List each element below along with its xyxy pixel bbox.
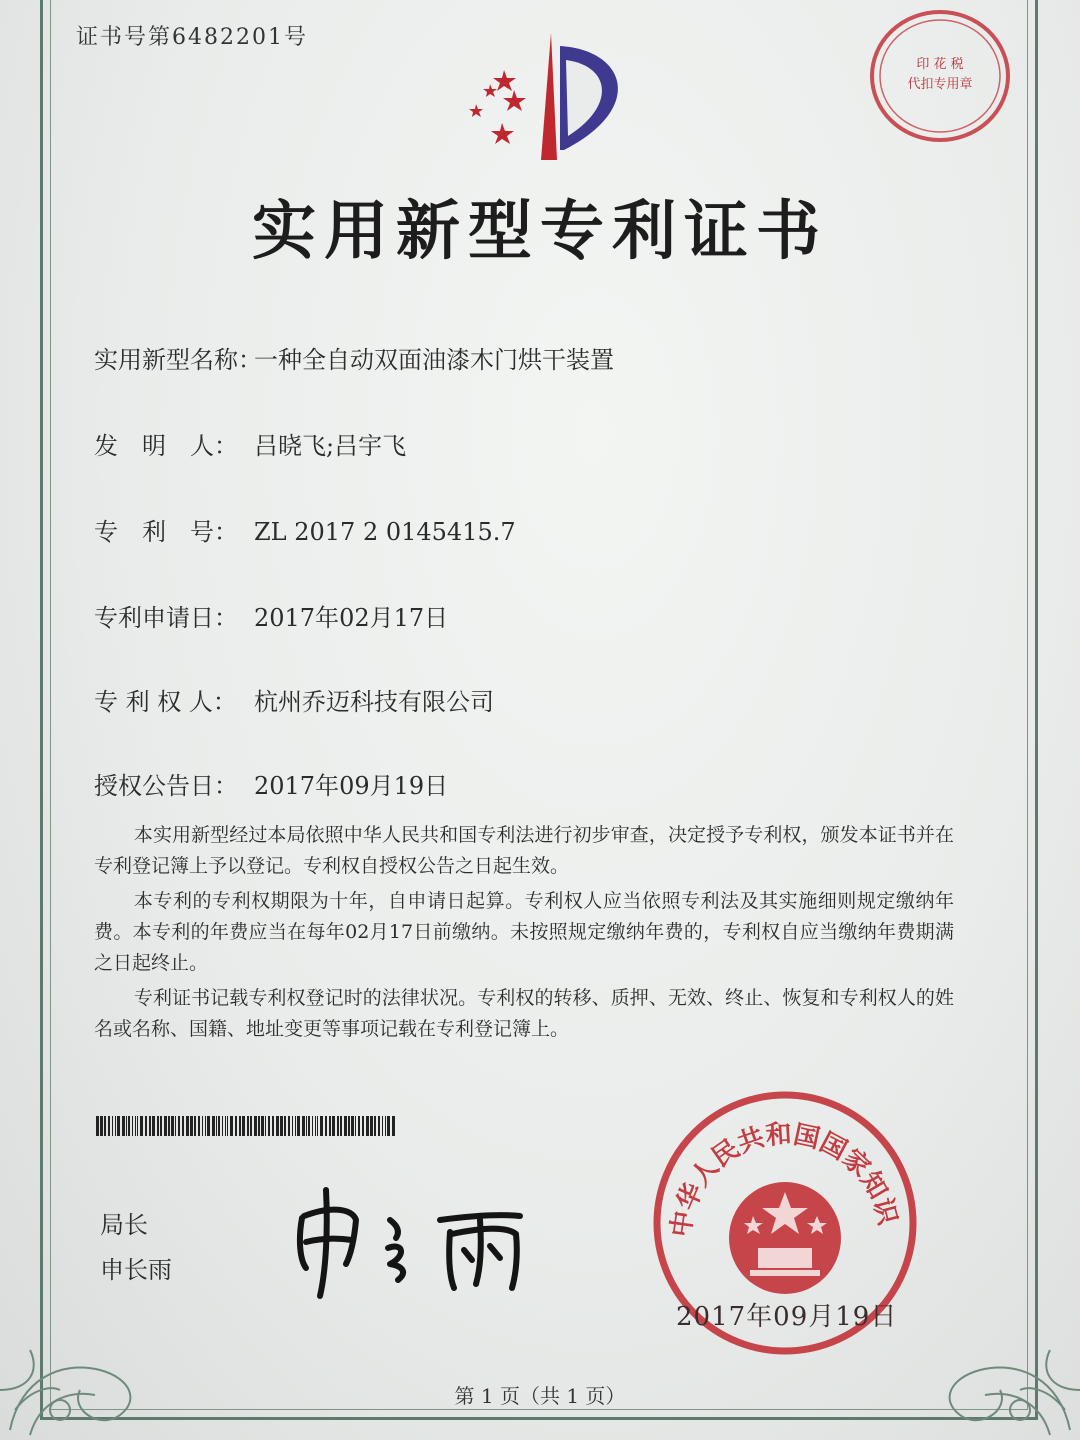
field-label: 发 明 人： (94, 432, 238, 460)
body-paragraph: 专利证书记载专利权登记时的法律状况。专利权的转移、质押、无效、终止、恢复和专利权人的姓名或名称、国籍、地址变更等事项记载在专利登记簿上。 (94, 987, 954, 1040)
field-grant-date (94, 766, 448, 801)
director-title: 局长 (100, 1211, 148, 1239)
certificate-body (94, 820, 954, 1049)
svg-text:代扣专用章: 代扣专用章 (907, 77, 973, 92)
corner-ornament-left (0, 1290, 160, 1440)
field-value: ZL 2017 2 0145415.7 (254, 518, 516, 546)
barcode (96, 1116, 396, 1136)
field-label: 专利申请日： (94, 604, 238, 632)
field-value: 2017年09月19日 (254, 772, 449, 800)
field-patent-number (94, 512, 516, 547)
seal-date: 2017年09月19日 (676, 1302, 898, 1332)
field-label: 授权公告日： (94, 772, 238, 800)
page-footer: 第 1 页（共 1 页） (454, 1384, 626, 1408)
field-value: 一种全自动双面油漆木门烘干装置 (254, 346, 614, 374)
field-value: 2017年02月17日 (254, 604, 449, 632)
field-label: 实用新型名称： (94, 346, 262, 374)
field-patentee (94, 682, 494, 717)
body-paragraph: 本实用新型经过本局依照中华人民共和国专利法进行初步审查，决定授予专利权，颁发本证书并在专利登记簿上予以登记。专利权自授权公告之日起生效。 (94, 824, 954, 877)
field-application-date (94, 598, 448, 633)
field-value: 杭州乔迈科技有限公司 (254, 688, 494, 716)
field-label: 专 利 号： (94, 518, 238, 546)
director-name: 申长雨 (100, 1256, 172, 1284)
field-utility-model-name (94, 340, 614, 375)
field-inventor (94, 426, 406, 461)
document-title: 实用新型专利证书 (252, 194, 828, 269)
certificate-number: 证书号第6482201号 (76, 25, 308, 50)
field-value: 吕晓飞;吕宇飞 (254, 432, 407, 460)
svg-text:印 花 税: 印 花 税 (916, 57, 964, 72)
body-paragraph: 本专利的专利权期限为十年，自申请日起算。专利权人应当依照专利法及其实施细则规定缴纳年费。本专利的年费应当在每年02月17日前缴纳。未按照规定缴纳年费的，专利权自应当缴纳年费期满之日起终止。 (94, 890, 954, 974)
cnipa-logo-icon (456, 28, 646, 168)
director-signature (280, 1180, 550, 1300)
tax-stamp-seal (868, 6, 1018, 146)
seal-arc-text: 中华人民共和国国家知识 (666, 1119, 903, 1239)
field-label: 专 利 权 人： (94, 688, 237, 716)
corner-ornament-right (930, 1280, 1080, 1440)
